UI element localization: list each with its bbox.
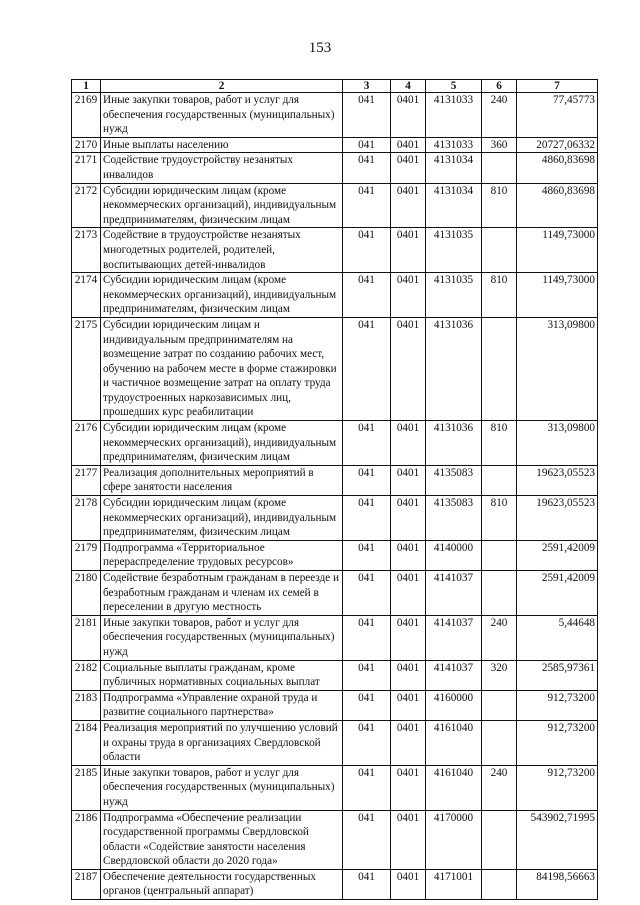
department-code-cell: 041 [343, 615, 391, 660]
row-number-cell: 2179 [72, 540, 101, 570]
amount-cell: 2591,42009 [517, 540, 598, 570]
section-code-cell: 0401 [391, 690, 426, 720]
table-row [72, 317, 598, 420]
page-number: 153 [308, 40, 332, 56]
department-code-cell: 041 [343, 869, 391, 899]
item-name-cell: Подпрограмма «Обеспечение реализации государственной программы Свердловской области «Содействие занятости населения Свердловской области до 2020 года» [101, 810, 343, 869]
row-number-cell: 2183 [72, 690, 101, 720]
table-row [72, 153, 598, 183]
row-number-cell: 2178 [72, 496, 101, 541]
item-name-cell: Субсидии юридическим лицам и индивидуальным предпринимателям на возмещение затрат по созданию рабочих мест, обучению на рабочем месте в форме стажировки и частичное возмещение затрат на оплату труда трудоустроенных наркозависимых лиц, прошедших курс реабилитации [101, 317, 343, 420]
column-header: 4 [391, 80, 426, 93]
expense-type-code-cell: 360 [482, 137, 517, 153]
expense-type-code-cell [482, 690, 517, 720]
target-code-cell: 4131033 [426, 93, 482, 138]
item-name-cell: Социальные выплаты гражданам, кроме публичных нормативных социальных выплат [101, 660, 343, 690]
table-row [72, 421, 598, 466]
table-row [72, 183, 598, 228]
item-name-cell: Содействие безработным гражданам в переезде и безработным гражданам и членам их семей в переселении в другую местность [101, 571, 343, 616]
row-number-cell: 2171 [72, 153, 101, 183]
expense-type-code-cell [482, 869, 517, 899]
department-code-cell: 041 [343, 273, 391, 318]
item-name-cell: Иные закупки товаров, работ и услуг для обеспечения государственных (муниципальных) нужд [101, 615, 343, 660]
section-code-cell: 0401 [391, 273, 426, 318]
target-code-cell: 4131033 [426, 137, 482, 153]
department-code-cell: 041 [343, 765, 391, 810]
expense-type-code-cell [482, 317, 517, 420]
item-name-cell: Содействие в трудоустройстве незанятых многодетных родителей, родителей, воспитывающих детей-инвалидов [101, 228, 343, 273]
item-name-cell: Субсидии юридическим лицам (кроме некоммерческих организаций), индивидуальным предпринимателям, физическим лицам [101, 421, 343, 466]
target-code-cell: 4131035 [426, 273, 482, 318]
item-name-cell: Реализация мероприятий по улучшению условий и охраны труда в организациях Свердловской области [101, 720, 343, 765]
amount-cell: 84198,56663 [517, 869, 598, 899]
amount-cell: 2585,97361 [517, 660, 598, 690]
target-code-cell: 4141037 [426, 660, 482, 690]
item-name-cell: Иные закупки товаров, работ и услуг для обеспечения государственных (муниципальных) нужд [101, 765, 343, 810]
row-number-cell: 2182 [72, 660, 101, 690]
department-code-cell: 041 [343, 690, 391, 720]
table-header-row [72, 80, 598, 93]
amount-cell: 77,45773 [517, 93, 598, 138]
table-row [72, 720, 598, 765]
target-code-cell: 4161040 [426, 720, 482, 765]
amount-cell: 543902,71995 [517, 810, 598, 869]
item-name-cell: Обеспечение деятельности государственных органов (центральный аппарат) [101, 869, 343, 899]
expense-type-code-cell: 240 [482, 615, 517, 660]
table-row [72, 869, 598, 899]
table-row [72, 765, 598, 810]
column-header: 1 [72, 80, 101, 93]
target-code-cell: 4160000 [426, 690, 482, 720]
table-row [72, 615, 598, 660]
department-code-cell: 041 [343, 720, 391, 765]
department-code-cell: 041 [343, 137, 391, 153]
table-row [72, 496, 598, 541]
budget-table [71, 79, 598, 900]
amount-cell: 2591,42009 [517, 571, 598, 616]
amount-cell: 4860,83698 [517, 153, 598, 183]
department-code-cell: 041 [343, 465, 391, 495]
expense-type-code-cell: 320 [482, 660, 517, 690]
table-row [72, 93, 598, 138]
department-code-cell: 041 [343, 153, 391, 183]
item-name-cell: Субсидии юридическим лицам (кроме некоммерческих организаций), индивидуальным предпринимателям, физическим лицам [101, 496, 343, 541]
row-number-cell: 2176 [72, 421, 101, 466]
target-code-cell: 4131036 [426, 421, 482, 466]
department-code-cell: 041 [343, 183, 391, 228]
department-code-cell: 041 [343, 571, 391, 616]
item-name-cell: Подпрограмма «Территориальное перераспределение трудовых ресурсов» [101, 540, 343, 570]
expense-type-code-cell [482, 465, 517, 495]
section-code-cell: 0401 [391, 720, 426, 765]
section-code-cell: 0401 [391, 137, 426, 153]
amount-cell: 1149,73000 [517, 228, 598, 273]
item-name-cell: Иные закупки товаров, работ и услуг для обеспечения государственных (муниципальных) нужд [101, 93, 343, 138]
amount-cell: 313,09800 [517, 317, 598, 420]
department-code-cell: 041 [343, 93, 391, 138]
section-code-cell: 0401 [391, 228, 426, 273]
expense-type-code-cell [482, 571, 517, 616]
department-code-cell: 041 [343, 810, 391, 869]
table-body [72, 93, 598, 900]
amount-cell: 19623,05523 [517, 496, 598, 541]
amount-cell: 912,73200 [517, 690, 598, 720]
section-code-cell: 0401 [391, 540, 426, 570]
amount-cell: 5,44648 [517, 615, 598, 660]
table-row [72, 690, 598, 720]
section-code-cell: 0401 [391, 765, 426, 810]
amount-cell: 20727,06332 [517, 137, 598, 153]
item-name-cell: Подпрограмма «Управление охраной труда и развитие социального партнерства» [101, 690, 343, 720]
column-header: 7 [517, 80, 598, 93]
expense-type-code-cell: 810 [482, 421, 517, 466]
table-row [72, 540, 598, 570]
expense-type-code-cell [482, 720, 517, 765]
section-code-cell: 0401 [391, 93, 426, 138]
section-code-cell: 0401 [391, 496, 426, 541]
table-row [72, 810, 598, 869]
row-number-cell: 2169 [72, 93, 101, 138]
section-code-cell: 0401 [391, 810, 426, 869]
department-code-cell: 041 [343, 228, 391, 273]
expense-type-code-cell: 240 [482, 93, 517, 138]
target-code-cell: 4170000 [426, 810, 482, 869]
department-code-cell: 041 [343, 496, 391, 541]
expense-type-code-cell: 810 [482, 183, 517, 228]
row-number-cell: 2185 [72, 765, 101, 810]
amount-cell: 4860,83698 [517, 183, 598, 228]
row-number-cell: 2187 [72, 869, 101, 899]
amount-cell: 19623,05523 [517, 465, 598, 495]
target-code-cell: 4135083 [426, 465, 482, 495]
section-code-cell: 0401 [391, 153, 426, 183]
target-code-cell: 4141037 [426, 571, 482, 616]
section-code-cell: 0401 [391, 615, 426, 660]
row-number-cell: 2173 [72, 228, 101, 273]
table-row [72, 465, 598, 495]
expense-type-code-cell: 240 [482, 765, 517, 810]
department-code-cell: 041 [343, 317, 391, 420]
expense-type-code-cell [482, 153, 517, 183]
row-number-cell: 2186 [72, 810, 101, 869]
row-number-cell: 2170 [72, 137, 101, 153]
section-code-cell: 0401 [391, 571, 426, 616]
section-code-cell: 0401 [391, 869, 426, 899]
section-code-cell: 0401 [391, 421, 426, 466]
item-name-cell: Субсидии юридическим лицам (кроме некоммерческих организаций), индивидуальным предпринимателям, физическим лицам [101, 183, 343, 228]
row-number-cell: 2177 [72, 465, 101, 495]
row-number-cell: 2175 [72, 317, 101, 420]
amount-cell: 912,73200 [517, 720, 598, 765]
row-number-cell: 2180 [72, 571, 101, 616]
target-code-cell: 4141037 [426, 615, 482, 660]
table-row [72, 228, 598, 273]
table-row [72, 571, 598, 616]
target-code-cell: 4131034 [426, 183, 482, 228]
target-code-cell: 4131036 [426, 317, 482, 420]
target-code-cell: 4140000 [426, 540, 482, 570]
amount-cell: 912,73200 [517, 765, 598, 810]
expense-type-code-cell [482, 810, 517, 869]
target-code-cell: 4161040 [426, 765, 482, 810]
department-code-cell: 041 [343, 421, 391, 466]
target-code-cell: 4131034 [426, 153, 482, 183]
column-header: 3 [343, 80, 391, 93]
expense-type-code-cell: 810 [482, 273, 517, 318]
item-name-cell: Содействие трудоустройству незанятых инвалидов [101, 153, 343, 183]
item-name-cell: Реализация дополнительных мероприятий в сфере занятости населения [101, 465, 343, 495]
section-code-cell: 0401 [391, 660, 426, 690]
section-code-cell: 0401 [391, 465, 426, 495]
row-number-cell: 2181 [72, 615, 101, 660]
section-code-cell: 0401 [391, 317, 426, 420]
item-name-cell: Субсидии юридическим лицам (кроме некоммерческих организаций), индивидуальным предпринимателям, физическим лицам [101, 273, 343, 318]
row-number-cell: 2172 [72, 183, 101, 228]
table-row [72, 660, 598, 690]
expense-type-code-cell [482, 540, 517, 570]
row-number-cell: 2174 [72, 273, 101, 318]
amount-cell: 313,09800 [517, 421, 598, 466]
table-row [72, 273, 598, 318]
row-number-cell: 2184 [72, 720, 101, 765]
expense-type-code-cell: 810 [482, 496, 517, 541]
table-row [72, 137, 598, 153]
target-code-cell: 4135083 [426, 496, 482, 541]
department-code-cell: 041 [343, 540, 391, 570]
target-code-cell: 4171001 [426, 869, 482, 899]
section-code-cell: 0401 [391, 183, 426, 228]
item-name-cell: Иные выплаты населению [101, 137, 343, 153]
column-header: 6 [482, 80, 517, 93]
column-header: 5 [426, 80, 482, 93]
amount-cell: 1149,73000 [517, 273, 598, 318]
expense-type-code-cell [482, 228, 517, 273]
department-code-cell: 041 [343, 660, 391, 690]
target-code-cell: 4131035 [426, 228, 482, 273]
column-header: 2 [101, 80, 343, 93]
